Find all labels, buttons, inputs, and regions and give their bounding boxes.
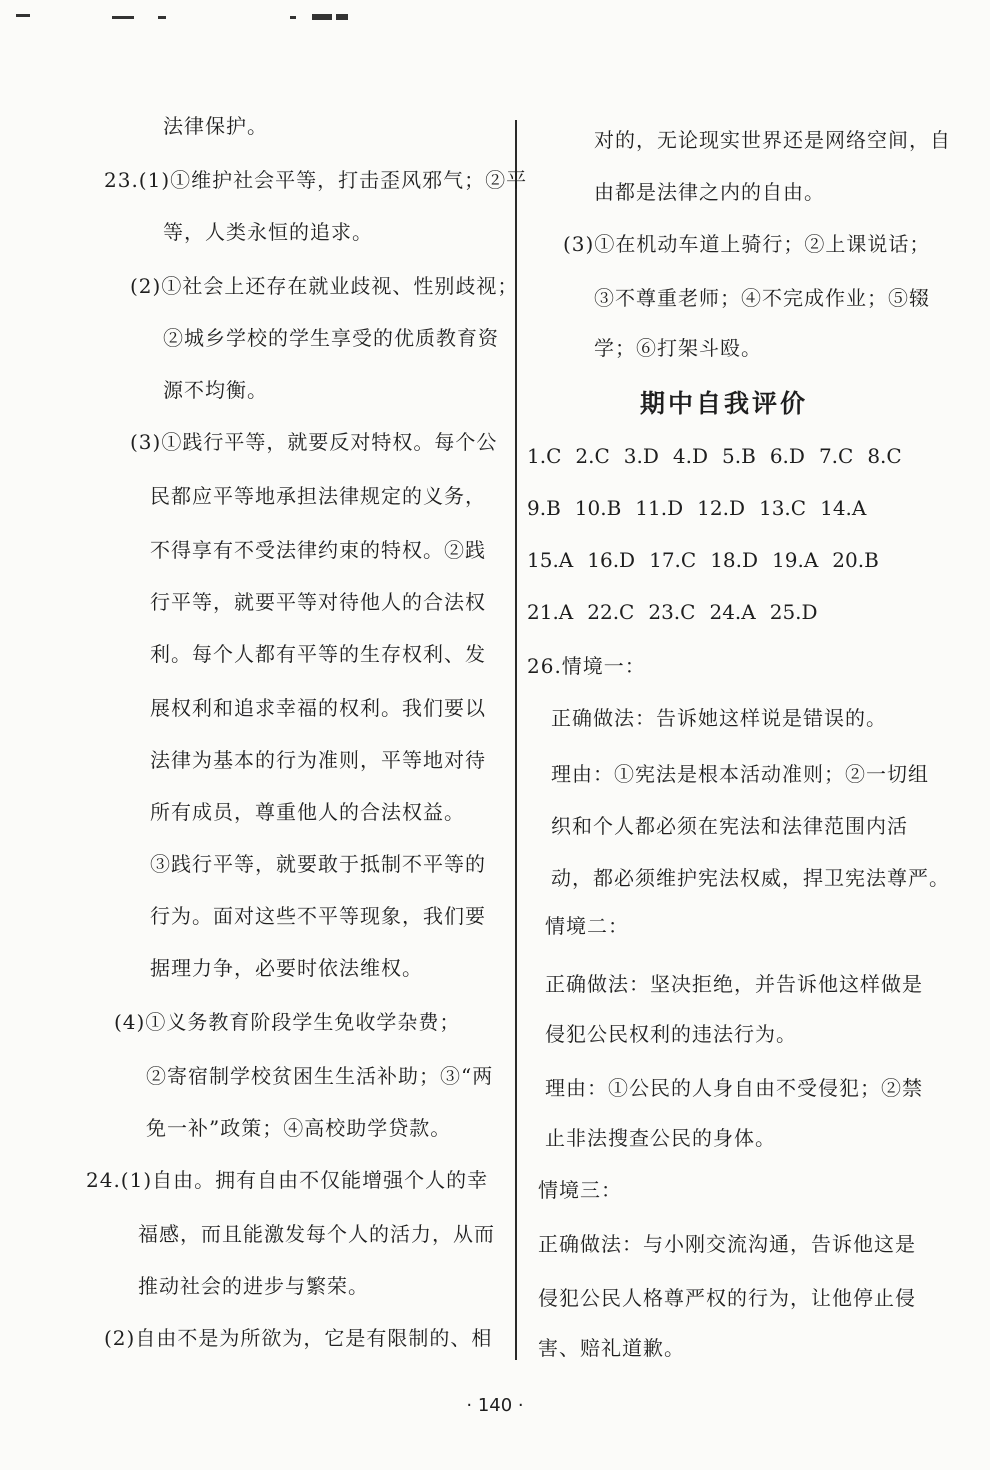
answer-item: 25.D (769, 600, 818, 624)
text-line: 侵犯公民权利的违法行为。 (545, 1022, 797, 1046)
text-line: 对的，无论现实世界还是网络空间，自 (594, 128, 951, 152)
answer-item: 13.C (758, 496, 807, 520)
text-line: 法律保护。 (163, 114, 268, 138)
text-line: 免一补”政策；④高校助学贷款。 (146, 1116, 452, 1140)
answer-item: 20.B (832, 548, 879, 572)
answer-item: 12.D (697, 496, 745, 520)
page-number: · 140 · (466, 1395, 524, 1416)
text-line: ②城乡学校的学生享受的优质教育资 (163, 326, 499, 350)
text-line: 民都应平等地承担法律规定的义务， (150, 484, 486, 508)
answer-item: 4.D (672, 444, 709, 468)
answer-item: 14.A (820, 496, 867, 520)
answer-item: 23.C (648, 600, 696, 624)
answer-row (527, 546, 893, 574)
answer-item: 6.D (769, 444, 805, 468)
text-line: 理由：①公民的人身自由不受侵犯；②禁 (545, 1076, 923, 1100)
text-line: 据理力争，必要时依法维权。 (150, 956, 423, 980)
text-line: (2)自由不是为所欲为，它是有限制的、相 (104, 1326, 493, 1350)
text-line: 理由：①宪法是根本活动准则；②一切组 (551, 762, 929, 786)
text-line: ②寄宿制学校贫困生生活补助；③“两 (146, 1064, 494, 1088)
answer-item: 18.D (710, 548, 759, 572)
text-line: 止非法搜查公民的身体。 (545, 1126, 776, 1150)
text-line: 不得享有不受法律约束的特权。②践 (150, 538, 486, 562)
text-line: 所有成员，尊重他人的合法权益。 (150, 800, 465, 824)
text-line: ③践行平等，就要敢于抵制不平等的 (150, 852, 486, 876)
text-line: 24.(1)自由。拥有自由不仅能增强个人的幸 (86, 1168, 489, 1192)
answer-item: 1.C (527, 444, 562, 468)
answer-item: 7.C (818, 444, 854, 468)
answer-item: 22.C (587, 600, 635, 624)
text-line: (2)①社会上还存在就业歧视、性别歧视； (130, 274, 519, 298)
text-line: 正确做法：坚决拒绝，并告诉他这样做是 (545, 972, 923, 996)
answer-item: 2.C (575, 444, 610, 468)
text-line: 正确做法：告诉她这样说是错误的。 (551, 706, 887, 730)
text-line: 法律为基本的行为准则，平等地对待 (150, 748, 486, 772)
text-line: 推动社会的进步与繁荣。 (138, 1274, 369, 1298)
answer-item: 9.B (527, 496, 561, 520)
answer-item: 5.B (722, 444, 756, 468)
column-divider (515, 120, 517, 1360)
text-line: 利。每个人都有平等的生存权利、发 (150, 642, 486, 666)
text-line: 26.情境一： (527, 654, 646, 678)
text-line: 侵犯公民人格尊严权的行为，让他停止侵 (538, 1286, 916, 1310)
text-line: 等，人类永恒的追求。 (163, 220, 373, 244)
text-line: (3)①在机动车道上骑行；②上课说话； (563, 232, 931, 256)
text-line: 情境二： (545, 914, 629, 938)
answer-item: 8.C (867, 444, 902, 468)
answer-row (527, 494, 880, 522)
text-line: 害、赔礼道歉。 (538, 1336, 685, 1360)
answer-item: 21.A (527, 600, 574, 624)
answer-row (527, 442, 916, 470)
answer-item: 17.C (649, 548, 697, 572)
text-line: 动，都必须维护宪法权威，捍卫宪法尊严。 (551, 866, 950, 890)
text-line: (4)①义务教育阶段学生免收学杂费； (114, 1010, 461, 1034)
answer-item: 24.A (709, 600, 756, 624)
section-title: 期中自我评价 (640, 389, 809, 418)
answer-item: 11.D (635, 496, 684, 520)
text-line: (3)①践行平等，就要反对特权。每个公 (130, 430, 498, 454)
text-line: 由都是法律之内的自由。 (594, 180, 825, 204)
answer-item: 19.A (772, 548, 819, 572)
text-line: 源不均衡。 (163, 378, 268, 402)
text-line: 正确做法：与小刚交流沟通，告诉他这是 (538, 1232, 916, 1256)
text-line: 情境三： (538, 1178, 622, 1202)
answer-row (527, 598, 832, 626)
answer-item: 3.D (623, 444, 659, 468)
answer-item: 10.B (574, 496, 622, 520)
text-line: 福感，而且能激发每个人的活力，从而 (138, 1222, 495, 1246)
text-line: 行平等，就要平等对待他人的合法权 (150, 590, 486, 614)
text-line: 23.(1)①维护社会平等，打击歪风邪气；②平 (104, 168, 528, 192)
answer-item: 16.D (587, 548, 636, 572)
text-line: 展权利和追求幸福的权利。我们要以 (150, 696, 486, 720)
text-line: 行为。面对这些不平等现象，我们要 (150, 904, 486, 928)
text-line: 织和个人都必须在宪法和法律范围内活 (551, 814, 908, 838)
text-line: 学；⑥打架斗殴。 (594, 336, 762, 360)
text-line: ③不尊重老师；④不完成作业；⑤辍 (594, 286, 930, 310)
answer-item: 15.A (527, 548, 574, 572)
